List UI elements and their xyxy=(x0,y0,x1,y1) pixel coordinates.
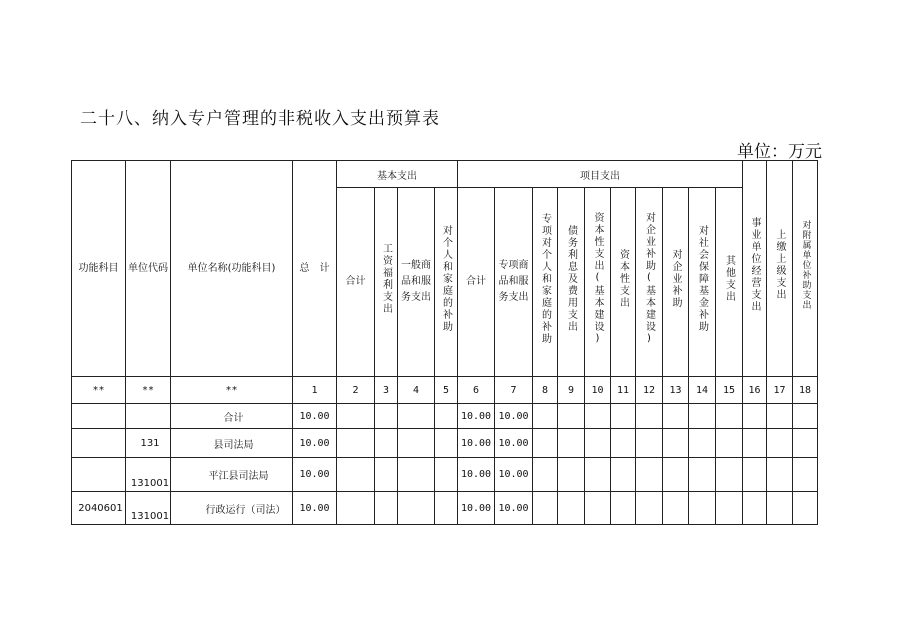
index-cell: ** xyxy=(126,377,171,404)
index-cell: 15 xyxy=(716,377,743,404)
func-code-cell xyxy=(72,458,126,492)
header-proj-goods: 专项商品和服务支出 xyxy=(495,188,533,377)
total-cell: 10.00 xyxy=(293,458,337,492)
index-cell: 17 xyxy=(767,377,793,404)
header-affiliated: 对附属单位补助支出 xyxy=(793,161,818,377)
index-cell: ** xyxy=(171,377,293,404)
header-proj-total: 合计 xyxy=(458,188,495,377)
project-goods-cell: 10.00 xyxy=(495,429,533,458)
index-cell: 7 xyxy=(495,377,533,404)
unit-name-cell: 县司法局 xyxy=(171,429,293,458)
header-unit-name: 单位名称(功能科目) xyxy=(171,161,293,377)
index-cell: 4 xyxy=(398,377,435,404)
index-cell: 11 xyxy=(611,377,636,404)
header-func-subject: 功能科目 xyxy=(72,161,126,377)
index-cell: 1 xyxy=(293,377,337,404)
header-total: 总 计 xyxy=(293,161,337,377)
index-cell: 16 xyxy=(743,377,767,404)
index-cell: 3 xyxy=(375,377,398,404)
unit-name-cell: 合计 xyxy=(171,404,293,429)
project-goods-cell: 10.00 xyxy=(495,458,533,492)
header-basic-total: 合计 xyxy=(337,188,375,377)
project-total-cell: 10.00 xyxy=(458,404,495,429)
page-title: 二十八、纳入专户管理的非税收入支出预算表 xyxy=(80,109,440,129)
header-proj-social-security: 对社会保障基金补助 xyxy=(689,188,716,377)
budget-table xyxy=(71,160,818,525)
unit-name-cell: 行政运行（司法） xyxy=(171,492,293,525)
index-cell: 13 xyxy=(663,377,689,404)
project-goods-cell: 10.00 xyxy=(495,404,533,429)
header-business: 事业单位经营支出 xyxy=(743,161,767,377)
header-higher: 上缴上级支出 xyxy=(767,161,793,377)
header-proj-enterprise: 对企业补助 xyxy=(663,188,689,377)
header-basic-salary: 工资福利支出 xyxy=(375,188,398,377)
index-cell: 10 xyxy=(585,377,611,404)
index-cell: 12 xyxy=(636,377,663,404)
header-proj-capital-construction: 资本性支出(基本建设) xyxy=(585,188,611,377)
project-total-cell: 10.00 xyxy=(458,492,495,525)
total-cell: 10.00 xyxy=(293,492,337,525)
index-cell: 5 xyxy=(435,377,458,404)
header-project-group: 项目支出 xyxy=(458,161,743,188)
unit-code-cell: 131001 xyxy=(126,492,171,525)
project-total-cell: 10.00 xyxy=(458,429,495,458)
func-code-cell xyxy=(72,404,126,429)
header-basic-group: 基本支出 xyxy=(337,161,458,188)
func-code-cell xyxy=(72,429,126,458)
index-cell: 6 xyxy=(458,377,495,404)
header-proj-debt: 债务利息及费用支出 xyxy=(558,188,585,377)
total-cell: 10.00 xyxy=(293,404,337,429)
index-cell: 8 xyxy=(533,377,558,404)
total-cell: 10.00 xyxy=(293,429,337,458)
index-cell: ** xyxy=(72,377,126,404)
header-unit-code: 单位代码 xyxy=(126,161,171,377)
unit-name-cell: 平江县司法局 xyxy=(171,458,293,492)
header-proj-family: 专项对个人和家庭的补助 xyxy=(533,188,558,377)
header-proj-enterprise-construction: 对企业补助(基本建设) xyxy=(636,188,663,377)
header-proj-capital: 资本性支出 xyxy=(611,188,636,377)
table-row xyxy=(72,458,818,492)
unit-code-cell xyxy=(126,404,171,429)
index-cell: 9 xyxy=(558,377,585,404)
table-row xyxy=(72,429,818,458)
index-cell: 18 xyxy=(793,377,818,404)
project-goods-cell: 10.00 xyxy=(495,492,533,525)
header-basic-goods: 一般商品和服务支出 xyxy=(398,188,435,377)
header-proj-other: 其他支出 xyxy=(716,188,743,377)
unit-code-cell: 131 xyxy=(126,429,171,458)
unit-code-cell: 131001 xyxy=(126,458,171,492)
unit-label: 单位：万元 xyxy=(737,142,822,162)
index-cell: 2 xyxy=(337,377,375,404)
header-basic-family: 对个人和家庭的补助 xyxy=(435,188,458,377)
project-total-cell: 10.00 xyxy=(458,458,495,492)
table-row xyxy=(72,492,818,525)
table-row xyxy=(72,404,818,429)
index-cell: 14 xyxy=(689,377,716,404)
func-code-cell: 2040601 xyxy=(72,492,126,525)
